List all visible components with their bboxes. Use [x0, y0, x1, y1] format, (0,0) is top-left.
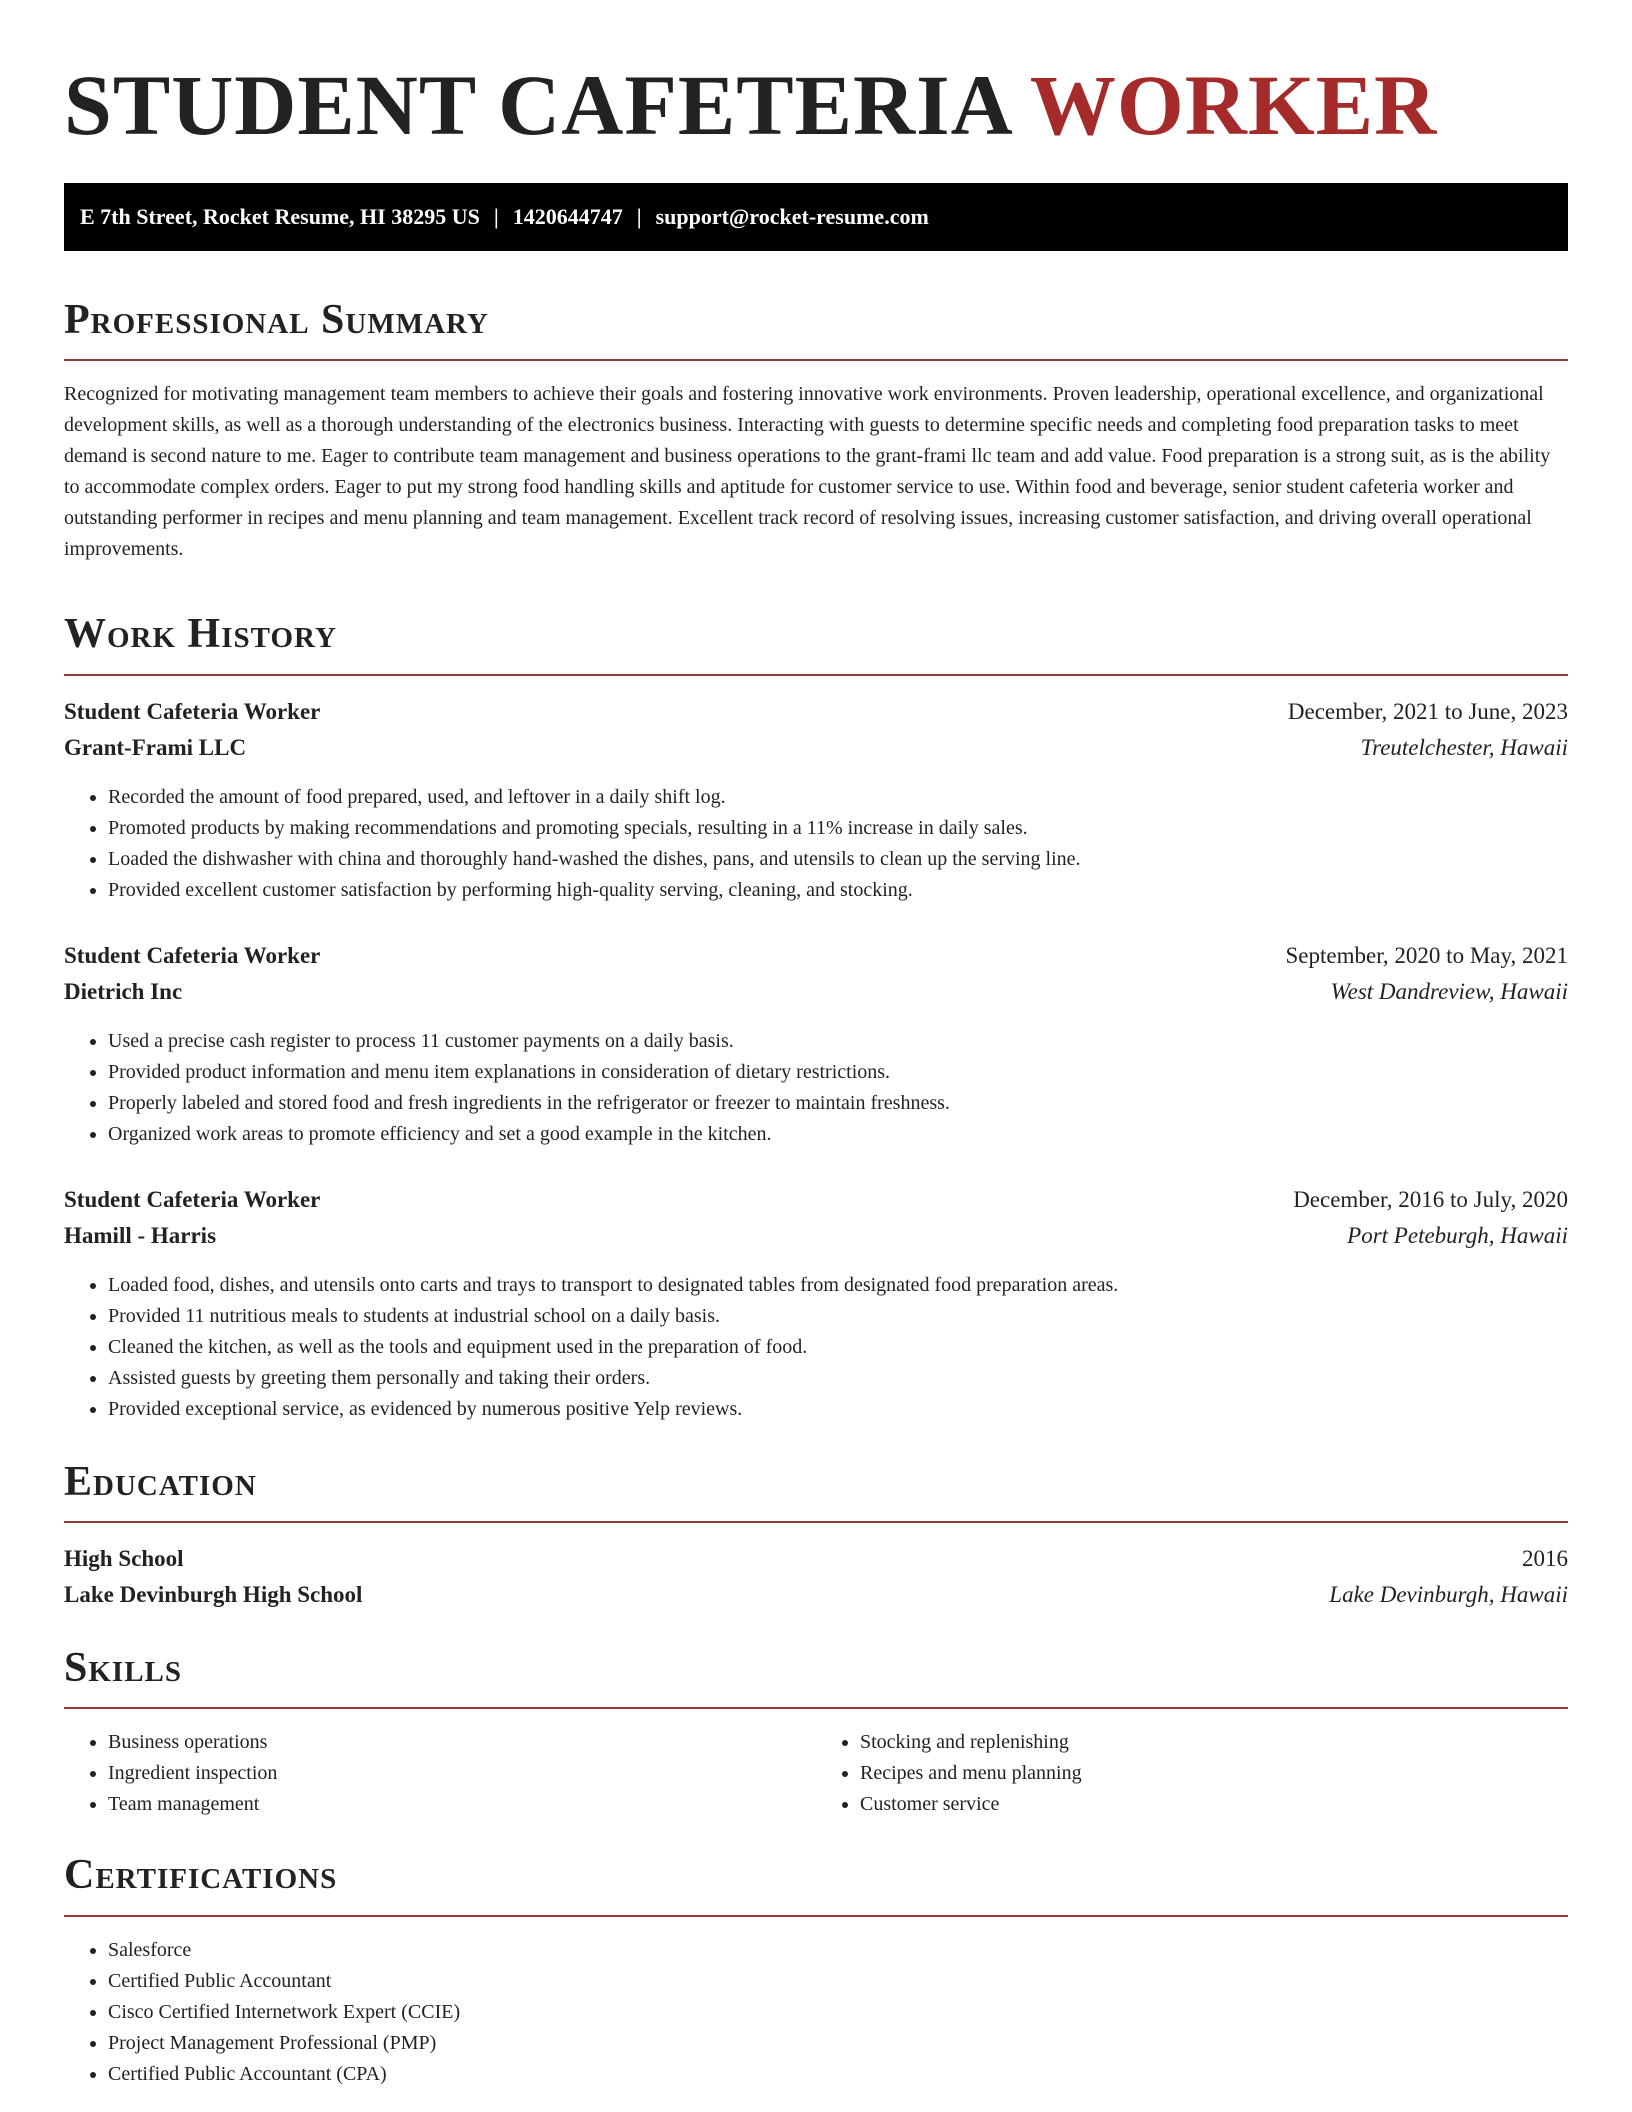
section-divider [64, 359, 1568, 361]
contact-phone: 1420644747 [512, 203, 623, 229]
job-company-row [64, 1218, 1568, 1254]
skill-item: • Recipes and menu planning [860, 1758, 1568, 1789]
certification-item: • Salesforce [108, 1935, 1568, 1966]
job-title: Student Cafeteria Worker [64, 698, 321, 724]
contact-bar [64, 183, 1568, 251]
section-divider [64, 674, 1568, 676]
job-entry [64, 938, 1568, 1150]
skill-item: • Ingredient inspection [108, 1758, 816, 1789]
job-location: Treutelchester, Hawaii [1360, 734, 1568, 760]
education-heading: Education [64, 1458, 257, 1505]
skill-item: • Stocking and replenishing [860, 1727, 1568, 1758]
job-bullet: • Provided exceptional service, as evidenced by numerous positive Yelp reviews. [108, 1394, 1568, 1425]
job-bullet: • Provided excellent customer satisfaction by performing high-quality serving, cleaning, and stocking. [108, 875, 1568, 906]
education-row [64, 1577, 1568, 1613]
job-title: Student Cafeteria Worker [64, 942, 321, 968]
education-entry [64, 1541, 1568, 1613]
skills-column-left [64, 1727, 816, 1820]
job-bullet: • Provided 11 nutritious meals to students at industrial school on a daily basis. [108, 1301, 1568, 1332]
summary-heading: Professional Summary [64, 296, 489, 343]
section-divider [64, 1707, 1568, 1709]
education-location: Lake Devinburgh, Hawaii [1329, 1582, 1568, 1608]
resume-title [64, 56, 1568, 155]
work-history-list [64, 694, 1568, 1425]
job-bullet: • Recorded the amount of food prepared, used, and leftover in a daily shift log. [108, 782, 1568, 813]
job-company: Grant-Frami LLC [64, 734, 247, 760]
job-bullet: • Used a precise cash register to process 11 customer payments on a daily basis. [108, 1026, 1568, 1057]
section-divider [64, 1915, 1568, 1917]
job-location: Port Peteburgh, Hawaii [1347, 1222, 1568, 1248]
title-main: STUDENT CAFETERIA [64, 57, 1009, 153]
job-bullets [64, 1270, 1568, 1425]
job-bullet: • Provided product information and menu item explanations in consideration of dietary restrictions. [108, 1057, 1568, 1088]
job-dates: September, 2020 to May, 2021 [1285, 942, 1568, 968]
certification-item: • Certified Public Accountant [108, 1966, 1568, 1997]
job-bullet: • Assisted guests by greeting them personally and taking their orders. [108, 1363, 1568, 1394]
education-year: 2016 [1522, 1546, 1568, 1572]
job-entry [64, 694, 1568, 906]
job-bullets [64, 1026, 1568, 1150]
job-company: Dietrich Inc [64, 978, 183, 1004]
title-accent: WORKER [1029, 57, 1438, 153]
job-company: Hamill - Harris [64, 1222, 217, 1248]
job-company-row [64, 974, 1568, 1010]
job-bullet: • Organized work areas to promote efficiency and set a good example in the kitchen. [108, 1119, 1568, 1150]
skills-column-right [816, 1727, 1568, 1820]
job-dates: December, 2016 to July, 2020 [1293, 1186, 1568, 1212]
job-header-row [64, 938, 1568, 974]
job-dates: December, 2021 to June, 2023 [1287, 698, 1568, 724]
job-bullet: • Loaded food, dishes, and utensils onto carts and trays to transport to designated tables from designated food preparation areas. [108, 1270, 1568, 1301]
job-location: West Dandreview, Hawaii [1330, 978, 1568, 1004]
skills-heading: Skills [64, 1645, 183, 1692]
job-bullets [64, 782, 1568, 906]
skill-item: • Team management [108, 1789, 816, 1820]
contact-email: support@rocket-resume.com [655, 203, 929, 229]
certification-item: • Cisco Certified Internetwork Expert (CCIE) [108, 1997, 1568, 2028]
contact-separator: | [493, 203, 499, 229]
job-header-row [64, 1182, 1568, 1218]
job-company-row [64, 730, 1568, 766]
job-bullet: • Properly labeled and stored food and fresh ingredients in the refrigerator or freezer to maintain freshness. [108, 1088, 1568, 1119]
certifications-heading: Certifications [64, 1852, 338, 1899]
work-history-heading: Work History [64, 611, 337, 658]
job-header-row [64, 694, 1568, 730]
certifications-list [64, 1935, 1568, 2090]
job-title: Student Cafeteria Worker [64, 1186, 321, 1212]
job-bullet: • Loaded the dishwasher with china and thoroughly hand-washed the dishes, pans, and utensils to clean up the serving line. [108, 844, 1568, 875]
skills-list [64, 1727, 1568, 1820]
education-degree: High School [64, 1546, 184, 1572]
education-row [64, 1541, 1568, 1577]
education-school: Lake Devinburgh High School [64, 1582, 363, 1608]
job-bullet: • Promoted products by making recommendations and promoting specials, resulting in a 11% increase in daily sales. [108, 813, 1568, 844]
certification-item: • Project Management Professional (PMP) [108, 2028, 1568, 2059]
contact-address: E 7th Street, Rocket Resume, HI 38295 US [80, 203, 480, 229]
skill-item: • Customer service [860, 1789, 1568, 1820]
section-divider [64, 1521, 1568, 1523]
summary-text: Recognized for motivating management team members to achieve their goals and fostering innovative work environments. Proven leadership, operational excellence, and organizational development skills, as well as a thorough understanding of the electronics business. Interacting with guests to determine specific needs and completing food preparation tasks to meet demand is second nature to me. Eager to contribute team management and business operations to the grant-frami llc team and add value. Food preparation is a strong suit, as is the ability to accommodate complex orders. Eager to put my strong food handling skills and aptitude for customer service to use. Within food and beverage, senior student cafeteria worker and outstanding performer in recipes and menu planning and team management. Excellent track record of resolving issues, increasing customer satisfaction, and driving overall operational improvements. [64, 383, 1551, 561]
job-bullet: • Cleaned the kitchen, as well as the tools and equipment used in the preparation of food. [108, 1332, 1568, 1363]
skill-item: • Business operations [108, 1727, 816, 1758]
job-entry [64, 1182, 1568, 1425]
certification-item: • Certified Public Accountant (CPA) [108, 2059, 1568, 2090]
contact-separator: | [636, 203, 642, 229]
